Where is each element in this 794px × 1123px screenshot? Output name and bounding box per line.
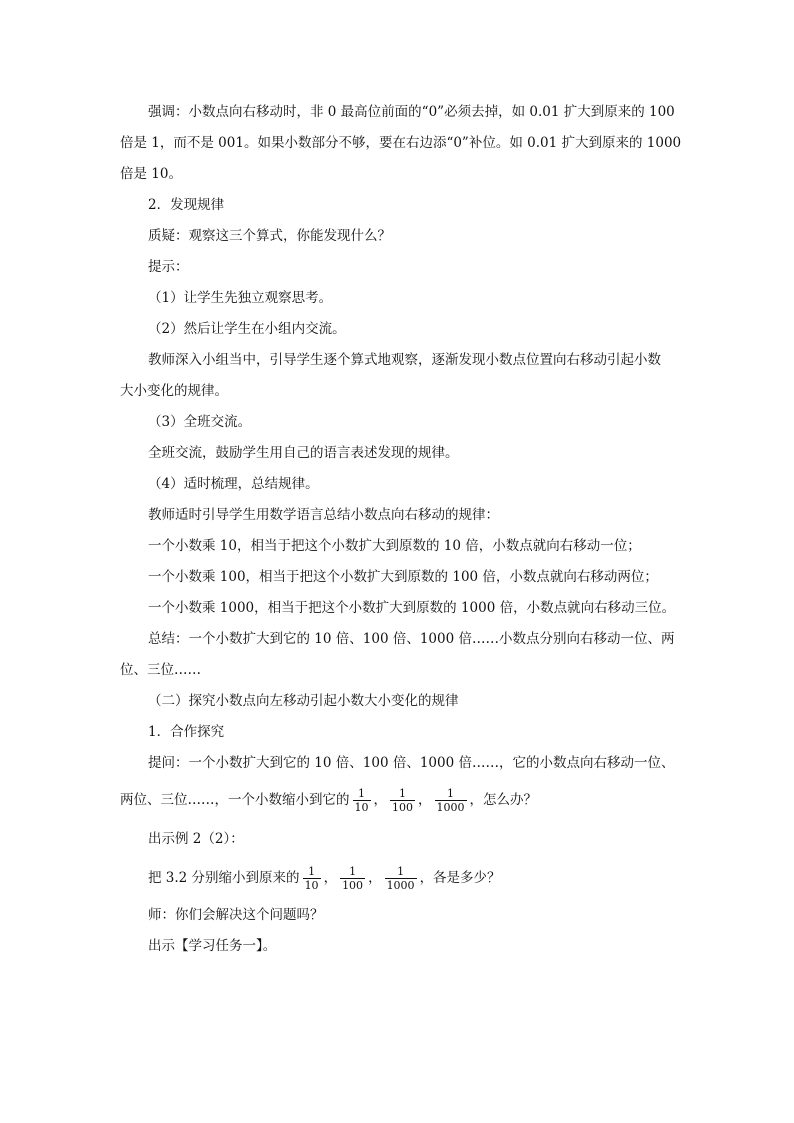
- teacher-question: 师：你们会解决这个问题吗？: [148, 907, 324, 923]
- example-question: 把 3.2 分别缩小到原来的 $\frac{1}{10}$ ， $\frac{1}{100}$ ， $\frac{1}{1000}$ ，各是多少？: [148, 865, 501, 892]
- class-exchange-line: 全班交流，鼓励学生用自己的语言表述发现的规律。: [148, 445, 459, 461]
- emphasis-line-1: 强调：小数点向右移动时，非 0 最高位前面的“0”必须去掉，如 0.01 扩大到原来的 100: [148, 104, 675, 120]
- step-1: （1）让学生先独立观察思考。: [148, 290, 333, 306]
- question-line: 质疑：观察这三个算式，你能发现什么？: [148, 228, 391, 244]
- example-question-end: ，各是多少？: [419, 870, 501, 886]
- summary-line-1: 总结：一个小数扩大到它的 10 倍、100 倍、1000 倍……小数点分别向右移动一位、两: [148, 631, 675, 647]
- ask-line-2-text: 两位、三位……，一个小数缩小到它的: [120, 792, 350, 808]
- fraction-one-hundredth: $\frac{1}{100}$: [392, 787, 413, 814]
- fraction-one-hundredth: $\frac{1}{100}$: [342, 865, 364, 892]
- fraction-one-tenth: $\frac{1}{10}$: [304, 865, 319, 892]
- fraction-one-thousandth: $\frac{1}{1000}$: [386, 865, 415, 892]
- hint-label: 提示：: [148, 259, 189, 275]
- summary-line-2: 位、三位……: [120, 662, 201, 678]
- teacher-guide-line-2: 大小变化的规律。: [120, 383, 228, 399]
- ask-line-2: 两位、三位……，一个小数缩小到它的 $\frac{1}{10}$ ， $\frac{1}{100}$ ， $\frac{1}{1000}$ ，怎么办？: [120, 787, 537, 814]
- ask-line-2-end: ，怎么办？: [469, 792, 537, 808]
- fraction-one-thousandth: $\frac{1}{1000}$: [436, 787, 465, 814]
- rule-line-3: 一个小数乘 1000，相当于把这个小数扩大到原数的 1000 倍，小数点就向右移动三位。: [148, 600, 676, 616]
- task-line: 出示【学习任务一】。: [148, 938, 277, 954]
- example-question-text: 把 3.2 分别缩小到原来的: [148, 870, 300, 886]
- example-label: 出示例 2（2）：: [148, 831, 244, 847]
- section-heading-cooperate: 1．合作探究: [148, 724, 225, 740]
- step-4: （4）适时梳理，总结规律。: [148, 476, 319, 492]
- step-3: （3）全班交流。: [148, 414, 252, 430]
- ask-line-1: 提问：一个小数扩大到它的 10 倍、100 倍、1000 倍……，它的小数点向右移动一位、: [148, 755, 675, 771]
- rule-line-2: 一个小数乘 100，相当于把这个小数扩大到原数的 100 倍，小数点就向右移动两位；: [148, 569, 658, 585]
- emphasis-line-3: 倍是 10。: [120, 166, 182, 182]
- section-heading-left-move: （二）探究小数点向左移动引起小数大小变化的规律: [148, 693, 459, 709]
- fraction-one-tenth: $\frac{1}{10}$: [354, 787, 369, 814]
- section-heading-discover: 2．发现规律: [148, 197, 225, 213]
- teacher-summary-line: 教师适时引导学生用数学语言总结小数点向右移动的规律：: [148, 507, 499, 523]
- teacher-guide-line-1: 教师深入小组当中，引导学生逐个算式地观察，逐渐发现小数点位置向右移动引起小数: [148, 352, 661, 368]
- step-2: （2）然后让学生在小组内交流。: [148, 321, 346, 337]
- rule-line-1: 一个小数乘 10，相当于把这个小数扩大到原数的 10 倍，小数点就向右移动一位；: [148, 538, 641, 554]
- emphasis-line-2: 倍是 1，而不是 001。如果小数部分不够，要在右边添“0”补位。如 0.01 扩大到原来的 1000: [120, 135, 682, 151]
